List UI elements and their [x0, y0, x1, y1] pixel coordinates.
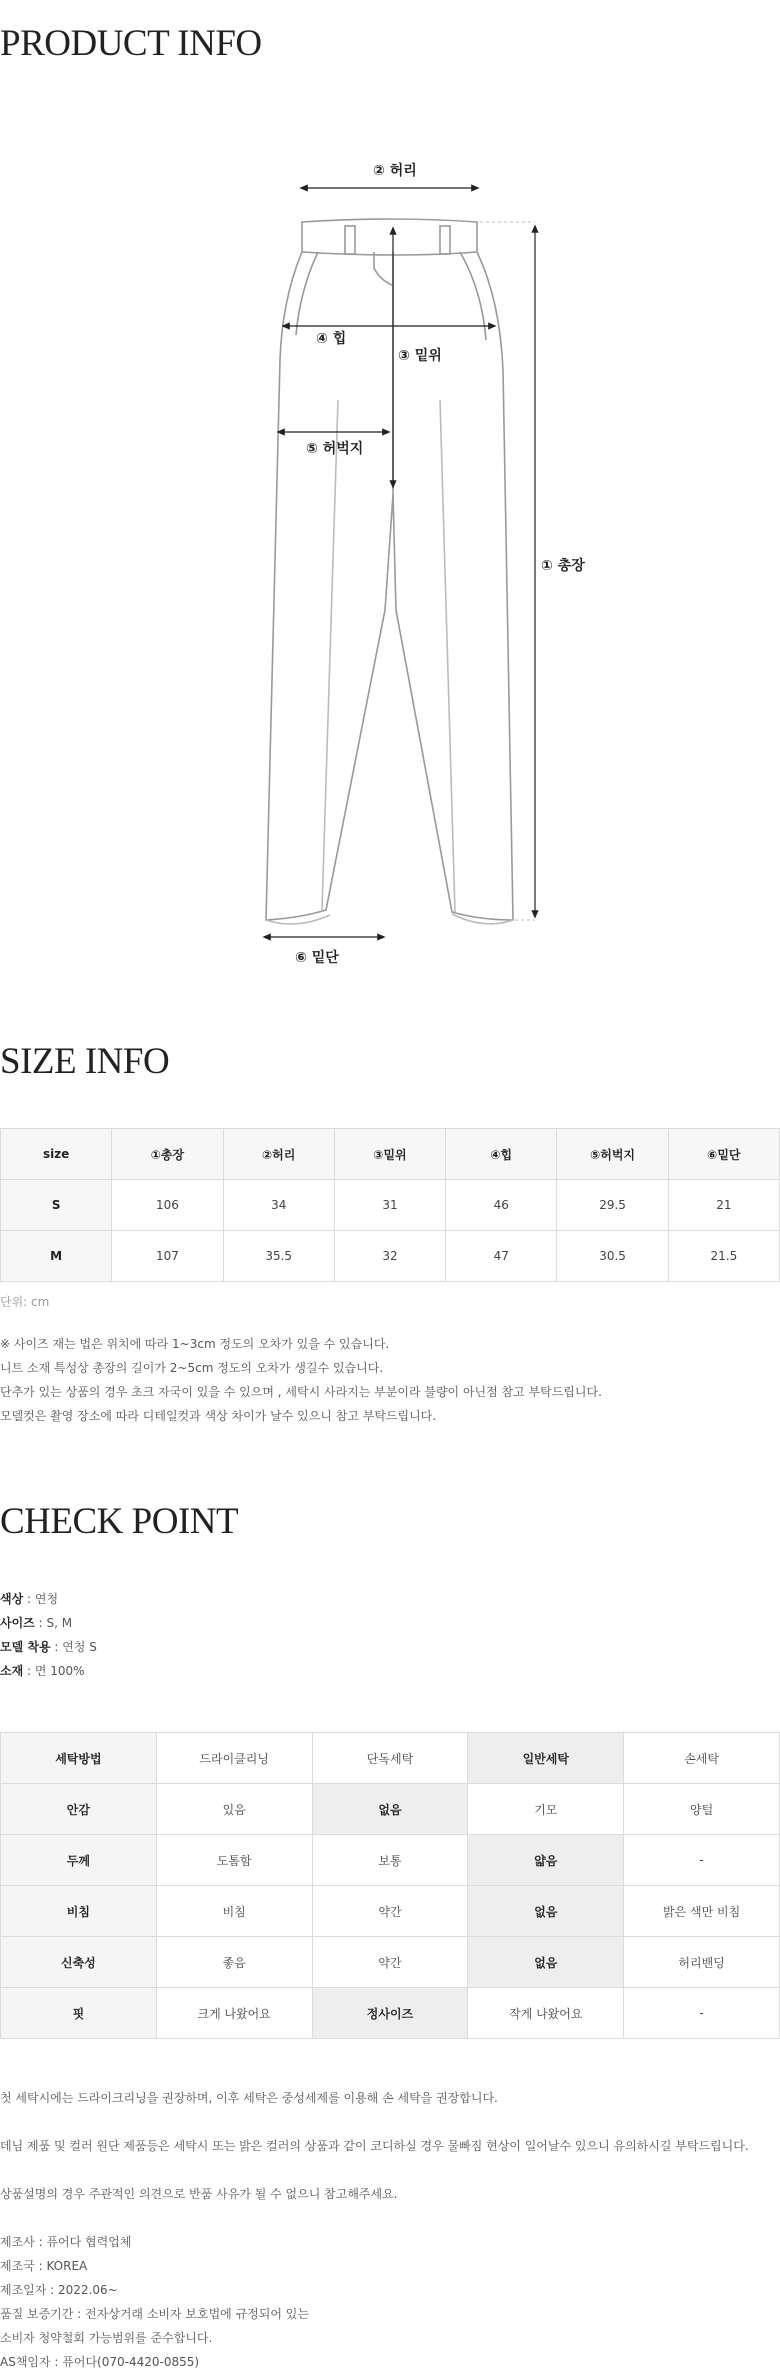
size-header: size [1, 1129, 112, 1180]
footer-info-line: 제조사 : 퓨어다 협력업체 [0, 2235, 132, 2249]
spec-key: 모델 착용 [0, 1640, 51, 1654]
hem-label: ⑥ 밑단 [295, 950, 339, 966]
size-cell: 46 [446, 1180, 557, 1231]
check-point-table [0, 1732, 780, 2039]
table-row [1, 1988, 780, 2039]
check-point-cell-selected: 없음 [468, 1937, 624, 1988]
table-row [1, 1733, 780, 1784]
check-point-cell: 드라이클리닝 [156, 1733, 312, 1784]
footer-paragraph: 데님 제품 및 컬러 원단 제품등은 세탁시 또는 밝은 컬러의 상품과 같이 코디하실 경우 물빠짐 현상이 일어날수 있으니 유의하시길 부탁드립니다. [0, 2139, 749, 2153]
footer-info-line: 제조국 : KOREA [0, 2259, 88, 2273]
size-cell: 35.5 [223, 1231, 334, 1282]
check-point-cell: - [624, 1835, 780, 1886]
check-point-cell: 도톰함 [156, 1835, 312, 1886]
size-cell: 107 [112, 1231, 223, 1282]
check-point-cell: 단독세탁 [312, 1733, 468, 1784]
size-note: 모델컷은 촬영 장소에 따라 디테일컷과 색상 차이가 날수 있으니 참고 부탁드립니다. [0, 1409, 437, 1423]
check-point-cell: 작게 나왔어요 [468, 1988, 624, 2039]
footer-info-line: 품질 보증기간 : 전자상거래 소비자 보호법에 규정되어 있는 [0, 2307, 309, 2321]
check-point-cell: 기모 [468, 1784, 624, 1835]
check-point-cell: 허리밴딩 [624, 1937, 780, 1988]
product-footer-notes [0, 2086, 749, 2374]
check-point-cell-selected: 일반세탁 [468, 1733, 624, 1784]
check-point-cell: 약간 [312, 1886, 468, 1937]
spec-key: 사이즈 [0, 1616, 35, 1630]
rise-label: ③ 밑위 [398, 348, 442, 364]
size-table-header-row [1, 1129, 780, 1180]
spec-key: 색상 [0, 1592, 24, 1606]
check-point-cell-selected: 없음 [468, 1886, 624, 1937]
check-point-row-head: 안감 [1, 1784, 157, 1835]
size-cell: 30.5 [557, 1231, 668, 1282]
size-notes [0, 1332, 602, 1428]
size-cell: 34 [223, 1180, 334, 1231]
footer-info-line: AS책임자 : 퓨어다(070-4420-0855) [0, 2355, 200, 2369]
check-point-row-head: 신축성 [1, 1937, 157, 1988]
check-point-cell: 보통 [312, 1835, 468, 1886]
check-point-cell: 양털 [624, 1784, 780, 1835]
spec-value: : 연청 S [50, 1640, 97, 1654]
pants-measurement-diagram [0, 140, 780, 970]
footer-paragraph: 상품설명의 경우 주관적인 의견으로 반품 사유가 될 수 없으니 참고해주세요. [0, 2187, 398, 2201]
size-cell: 32 [334, 1231, 445, 1282]
size-note: 니트 소재 특성상 총장의 길이가 2~5cm 정도의 오차가 생길수 있습니다. [0, 1361, 384, 1375]
size-cell: 106 [112, 1180, 223, 1231]
check-point-cell: - [624, 1988, 780, 2039]
product-spec-list [0, 1587, 97, 1683]
size-header: ①총장 [112, 1129, 223, 1180]
table-row [1, 1180, 780, 1231]
size-header: ②허리 [223, 1129, 334, 1180]
size-header: ⑤허벅지 [557, 1129, 668, 1180]
spec-item [0, 1611, 97, 1635]
check-point-row-head: 세탁방법 [1, 1733, 157, 1784]
table-row [1, 1835, 780, 1886]
table-row [1, 1886, 780, 1937]
size-cell: M [1, 1231, 112, 1282]
table-row [1, 1937, 780, 1988]
spec-key: 소재 [0, 1664, 24, 1678]
size-cell: 29.5 [557, 1180, 668, 1231]
check-point-row-head: 핏 [1, 1988, 157, 2039]
table-row [1, 1784, 780, 1835]
check-point-cell-selected: 정사이즈 [312, 1988, 468, 2039]
spec-item [0, 1635, 97, 1659]
spec-value: : S, M [34, 1616, 73, 1630]
check-point-cell: 있음 [156, 1784, 312, 1835]
check-point-title: CHECK POINT [0, 1501, 239, 1542]
table-row [1, 1231, 780, 1282]
footer-info-line: 소비자 청약철회 가능범위를 준수합니다. [0, 2331, 213, 2345]
length-label: ① 총장 [541, 558, 585, 574]
check-point-cell-selected: 없음 [312, 1784, 468, 1835]
unit-label: 단위: cm [0, 1295, 50, 1309]
check-point-row-head: 비침 [1, 1886, 157, 1937]
spec-item [0, 1659, 97, 1683]
check-point-cell: 좋음 [156, 1937, 312, 1988]
thigh-label: ⑤ 허벅지 [306, 441, 364, 457]
hip-label: ④ 힙 [316, 331, 347, 347]
footer-info-line: 제조일자 : 2022.06~ [0, 2283, 118, 2297]
size-cell: 21.5 [668, 1231, 779, 1282]
size-cell: 21 [668, 1180, 779, 1231]
size-header: ④힙 [446, 1129, 557, 1180]
check-point-row-head: 두께 [1, 1835, 157, 1886]
size-info-title: SIZE INFO [0, 1041, 170, 1082]
footer-paragraph: 첫 세탁시에는 드라이크리닝을 권장하며, 이후 세탁은 중성세제를 이용해 손 세탁을 권장합니다. [0, 2091, 498, 2105]
check-point-cell-selected: 얇음 [468, 1835, 624, 1886]
check-point-cell: 크게 나왔어요 [156, 1988, 312, 2039]
check-point-cell: 밝은 색만 비침 [624, 1886, 780, 1937]
check-point-cell: 약간 [312, 1937, 468, 1988]
size-note: 단추가 있는 상품의 경우 초크 자국이 있을 수 있으며 , 세탁시 사라지는 부분이라 불량이 아닌점 참고 부탁드립니다. [0, 1385, 602, 1399]
size-table [0, 1128, 780, 1282]
spec-value: : 연청 [23, 1592, 59, 1606]
size-header: ③밑위 [334, 1129, 445, 1180]
size-cell: 31 [334, 1180, 445, 1231]
pants-outline [266, 219, 513, 924]
size-cell: S [1, 1180, 112, 1231]
spec-item [0, 1587, 97, 1611]
check-point-cell: 비침 [156, 1886, 312, 1937]
waist-label: ② 허리 [373, 163, 417, 179]
size-note: ※ 사이즈 재는 법은 위치에 따라 1~3cm 정도의 오차가 있을 수 있습니다. [0, 1337, 390, 1351]
size-cell: 47 [446, 1231, 557, 1282]
spec-value: : 면 100% [23, 1664, 85, 1678]
product-info-title: PRODUCT INFO [0, 23, 262, 64]
check-point-cell: 손세탁 [624, 1733, 780, 1784]
size-header: ⑥밑단 [668, 1129, 779, 1180]
